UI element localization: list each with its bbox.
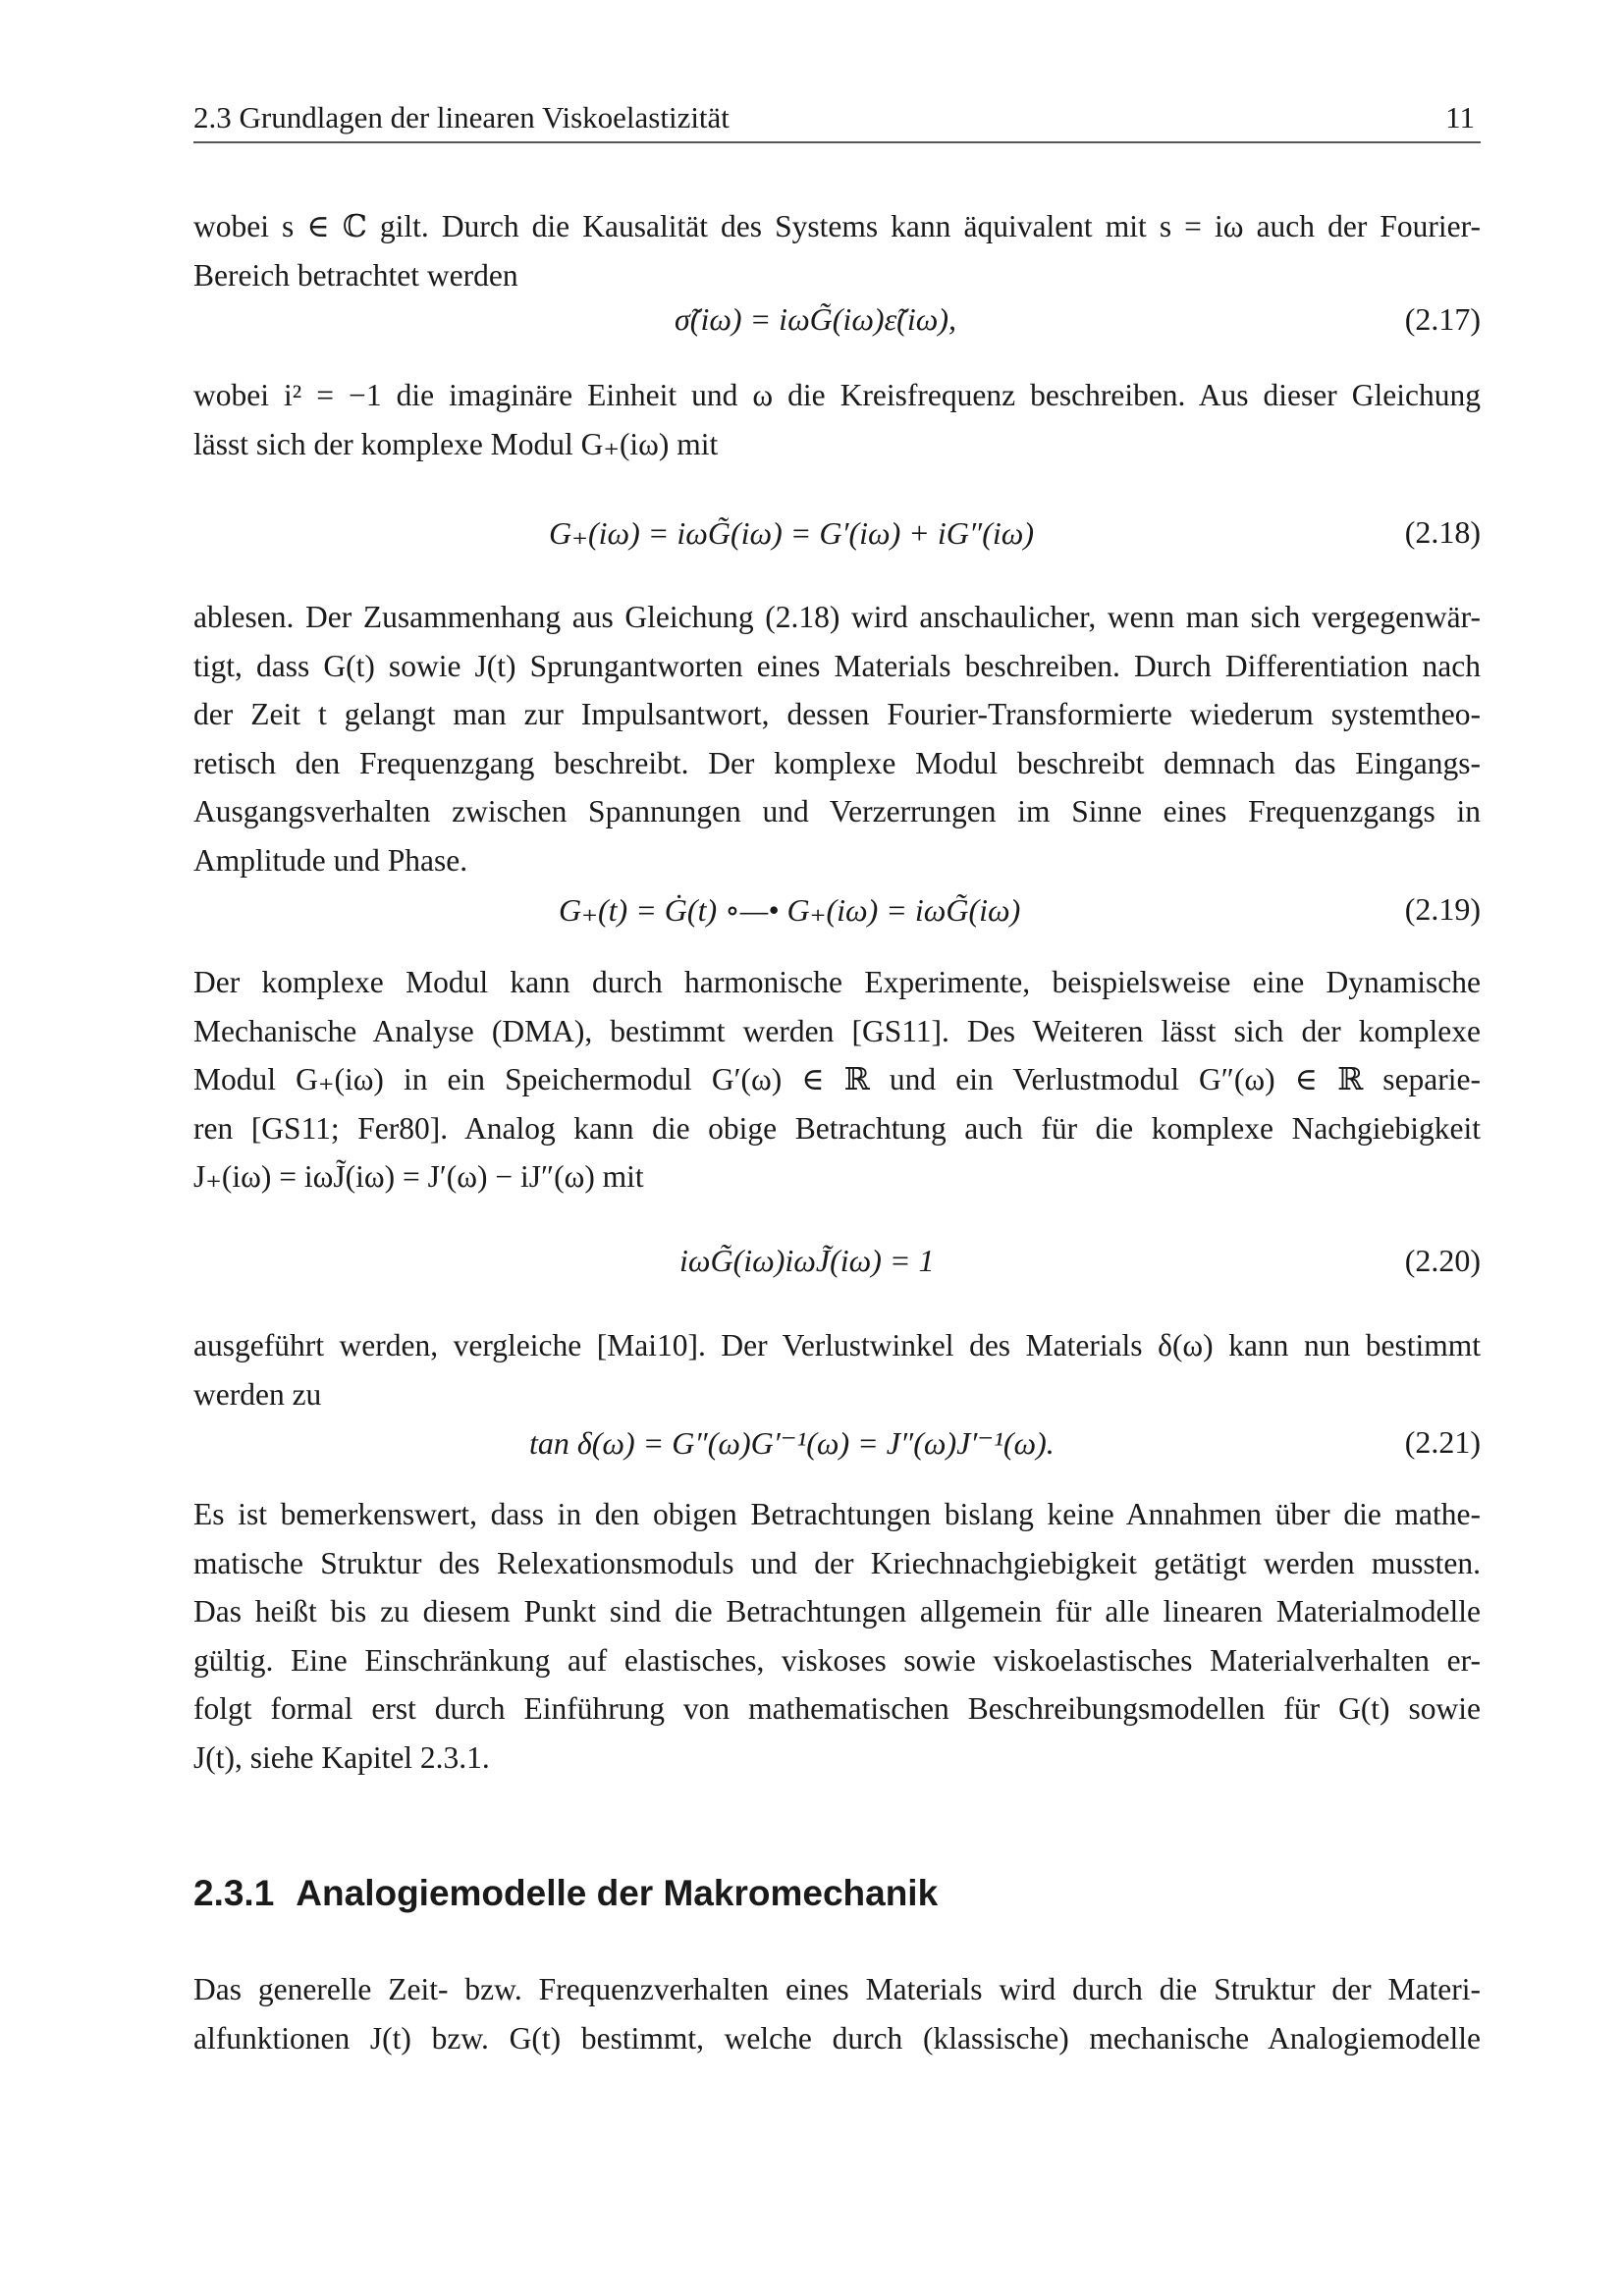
paragraph-1 <box>193 202 1481 299</box>
text-line: Bereich betrachtet werden <box>193 257 518 293</box>
equation-body: tan δ(ω) = G″(ω)G′⁻¹(ω) = J″(ω)J′⁻¹(ω). <box>529 1425 1055 1461</box>
text-line: Das generelle Zeit- bzw. Frequenzverhalten eines Materials wird durch die Struktur der Materi- <box>193 1972 1481 2006</box>
text-line: Ausgangsverhalten zwischen Spannungen und Verzerrungen im Sinne eines Frequenzgangs in <box>193 794 1481 828</box>
paragraph-3 <box>193 593 1481 884</box>
paragraph-7 <box>193 1965 1481 2062</box>
equation-number: (2.18) <box>1404 514 1481 550</box>
text-line: werden zu <box>193 1376 322 1412</box>
text-line: J(t), siehe Kapitel 2.3.1. <box>193 1739 490 1775</box>
equation-number: (2.20) <box>1404 1243 1481 1278</box>
text-line: matische Struktur des Relexationsmoduls und der Kriechnachgiebigkeit getätigt werden mussten. <box>193 1545 1481 1580</box>
text-line: tigt, dass G(t) sowie J(t) Sprungantworten eines Materials beschreiben. Durch Differentiation nach <box>193 648 1481 683</box>
text-line: der Zeit t gelangt man zur Impulsantwort, dessen Fourier-Transformierte wiederum systemtheo- <box>193 697 1481 731</box>
equation-body: G₊(iω) = iωG̃(iω) = G′(iω) + iG″(iω) <box>549 515 1034 551</box>
paragraph-5 <box>193 1321 1481 1418</box>
paragraph-2 <box>193 371 1481 468</box>
equation-body: iωG̃(iω)iωJ̃(iω) = 1 <box>679 1243 935 1278</box>
text-line: lässt sich der komplexe Modul G₊(iω) mit <box>193 426 719 461</box>
text-line: ren [GS11; Fer80]. Analog kann die obige Betrachtung auch für die komplexe Nachgiebigkeit <box>193 1110 1481 1146</box>
text-line: gültig. Eine Einschränkung auf elastisches, viskoses sowie viskoelastisches Materialverhalten er- <box>193 1642 1481 1678</box>
equation-2-17 <box>193 297 1481 347</box>
text-line: Modul G₊(iω) in ein Speichermodul G′(ω) ∈ ℝ und ein Verlustmodul G″(ω) ∈ ℝ separie- <box>193 1062 1481 1096</box>
equation-2-21 <box>193 1420 1481 1469</box>
text-line: Amplitude und Phase. <box>193 842 468 878</box>
text-line: folgt formal erst durch Einführung von mathematischen Beschreibungsmodellen für G(t) sowie <box>193 1691 1481 1726</box>
running-header <box>193 98 1481 143</box>
text-line: ausgeführt werden, vergleiche [Mai10]. Der Verlustwinkel des Materials δ(ω) kann nun bestimmt <box>193 1328 1481 1362</box>
equation-number: (2.17) <box>1404 301 1481 337</box>
text-line: Mechanische Analyse (DMA), bestimmt werden [GS11]. Des Weiteren lässt sich der komplexe <box>193 1013 1481 1048</box>
equation-2-19 <box>193 887 1481 936</box>
text-line: wobei s ∈ ℂ gilt. Durch die Kausalität des Systems kann äquivalent mit s = iω auch der Fourier- <box>193 209 1481 243</box>
equation-2-20 <box>193 1239 1481 1288</box>
text-line: alfunktionen J(t) bzw. G(t) bestimmt, welche durch (klassische) mechanische Analogiemodelle <box>193 2020 1481 2056</box>
equation-number: (2.21) <box>1404 1424 1481 1460</box>
equation-body: G₊(t) = Ġ(t) ∘—• G₊(iω) = iωG̃(iω) <box>559 892 1021 928</box>
subsection-heading <box>193 1873 1481 1914</box>
paragraph-6 <box>193 1490 1481 1782</box>
text-line: Es ist bemerkenswert, dass in den obigen Betrachtungen bislang keine Annahmen über die mathe- <box>193 1497 1481 1531</box>
equation-2-18 <box>193 510 1481 560</box>
subsection-number: 2.3.1 <box>193 1873 275 1913</box>
text-line: ablesen. Der Zusammenhang aus Gleichung (2.18) wird anschaulicher, wenn man sich vergegenwär- <box>193 600 1481 634</box>
equation-body: σ̃(iω) = iωG̃(iω)ε̃(iω), <box>675 301 956 337</box>
text-line: wobei i² = −1 die imaginäre Einheit und ω die Kreisfrequenz beschreiben. Aus dieser Gleichung <box>193 378 1481 412</box>
text-line: retisch den Frequenzgang beschreibt. Der komplexe Modul beschreibt demnach das Eingangs- <box>193 745 1481 780</box>
text-line: J₊(iω) = iωJ̃(iω) = J′(ω) − iJ″(ω) mit <box>193 1159 644 1194</box>
page-number: 11 <box>1445 100 1475 134</box>
subsection-title: Analogiemodelle der Makromechanik <box>296 1873 939 1913</box>
text-line: Der komplexe Modul kann durch harmonische Experimente, beispielsweise eine Dynamische <box>193 965 1481 999</box>
text-line: Das heißt bis zu diesem Punkt sind die Betrachtungen allgemein für alle linearen Materialmodelle <box>193 1594 1481 1629</box>
header-section-title: 2.3 Grundlagen der linearen Viskoelastizität <box>193 100 730 134</box>
paragraph-4 <box>193 958 1481 1201</box>
equation-number: (2.19) <box>1404 891 1481 927</box>
